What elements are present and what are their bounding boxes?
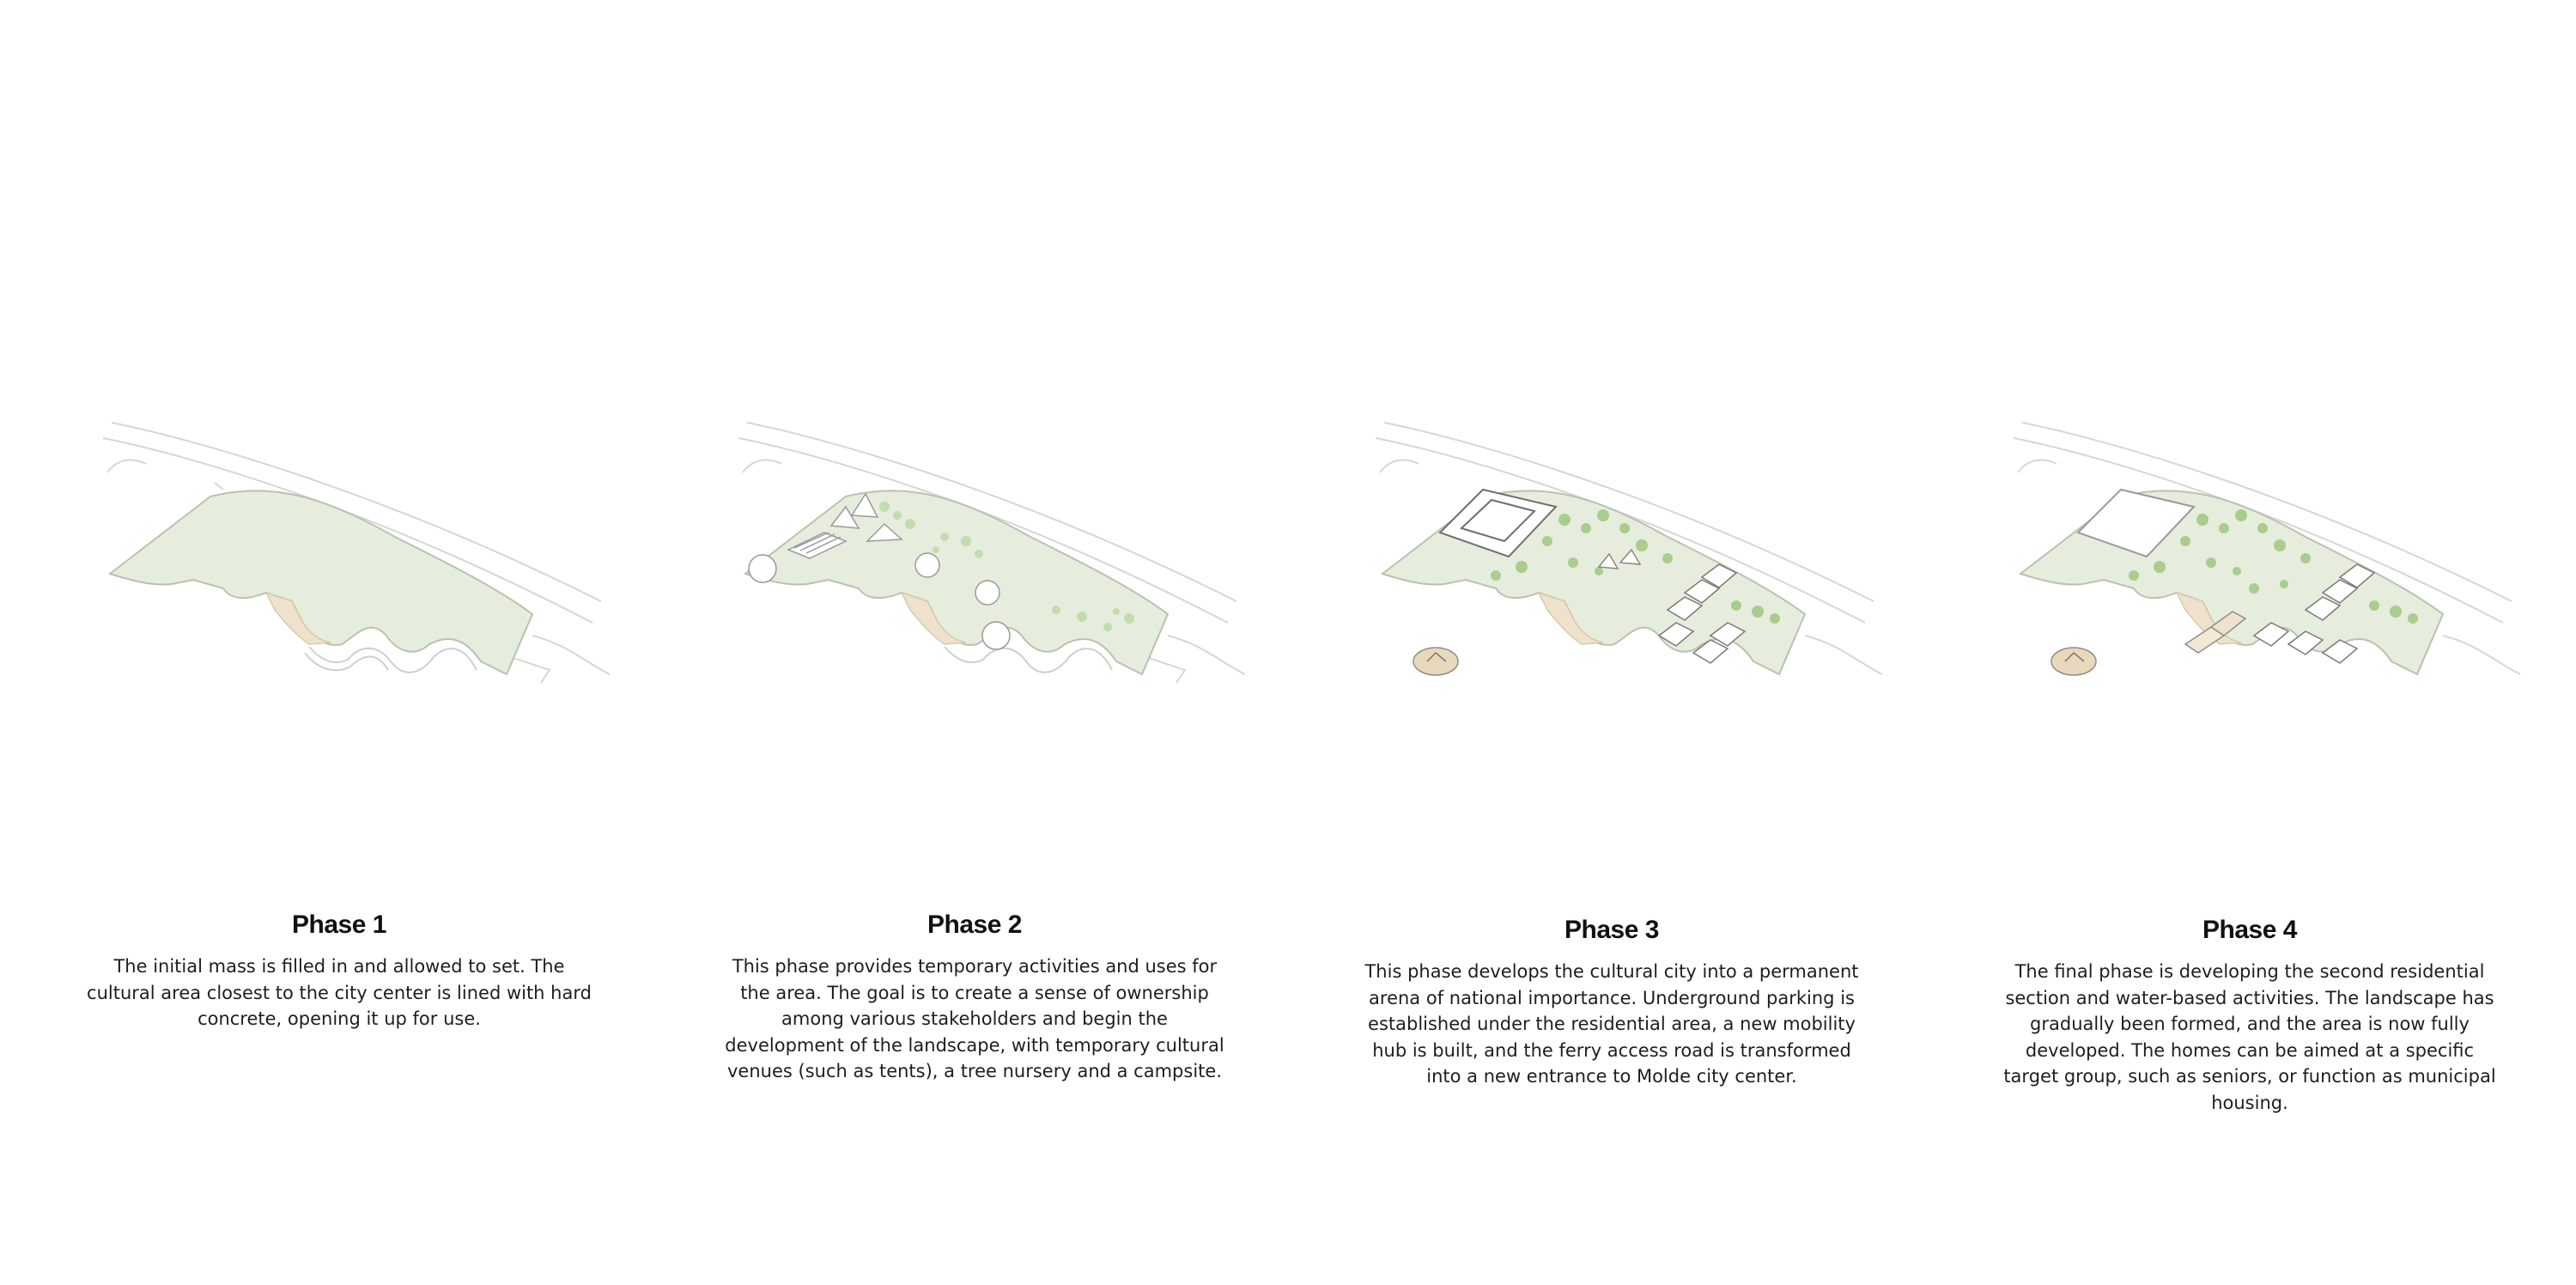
land-mass bbox=[1382, 490, 1805, 674]
land-mass bbox=[110, 490, 532, 674]
phase-2-site-diagram bbox=[653, 387, 1297, 730]
phase-1-site-diagram bbox=[17, 387, 661, 730]
phase-title: Phase 4 bbox=[2202, 916, 2297, 944]
phase-2-panel bbox=[653, 0, 1297, 1285]
land-mass bbox=[2020, 490, 2443, 674]
phase-1-panel bbox=[17, 0, 661, 1285]
phase-title: Phase 1 bbox=[292, 910, 386, 939]
phase-description: The final phase is developing the second residential section and water-based activities. The landscape has gradually been formed, and the area is now fully developed. The homes can be aimed at a specific target group, such as seniors, or function as municipal housing. bbox=[2003, 961, 2496, 1113]
phase-title: Phase 2 bbox=[927, 910, 1022, 939]
shoreline-contours bbox=[945, 647, 1112, 673]
phase-title: Phase 3 bbox=[1564, 916, 1659, 944]
phase-3-site-diagram bbox=[1290, 387, 1934, 730]
phase-description: This phase provides temporary activities and uses for the area. The goal is to create a sense of ownership among various stakeholders and begin the development of the landscape, with temporary cultural venues (such as tents), a tree nursery and a campsite. bbox=[725, 956, 1224, 1081]
phase-4-site-diagram bbox=[1928, 387, 2572, 730]
phase-4-panel bbox=[1928, 0, 2572, 1285]
shoreline-contours bbox=[305, 647, 477, 673]
mobility-hub bbox=[2051, 648, 2096, 675]
phase-3-panel bbox=[1290, 0, 1934, 1285]
mobility-hub bbox=[1413, 648, 1458, 675]
land-mass bbox=[745, 490, 1168, 674]
phase-description: This phase develops the cultural city into a permanent arena of national importance. Underground parking is established under the residential area, a new mobility hub is built, and the ferry access road is transformed into a new entrance to Molde city center. bbox=[1364, 961, 1859, 1087]
phase-description: The initial mass is filled in and allowed to set. The cultural area closest to the city center is lined with hard concrete, opening it up for use. bbox=[87, 956, 592, 1029]
